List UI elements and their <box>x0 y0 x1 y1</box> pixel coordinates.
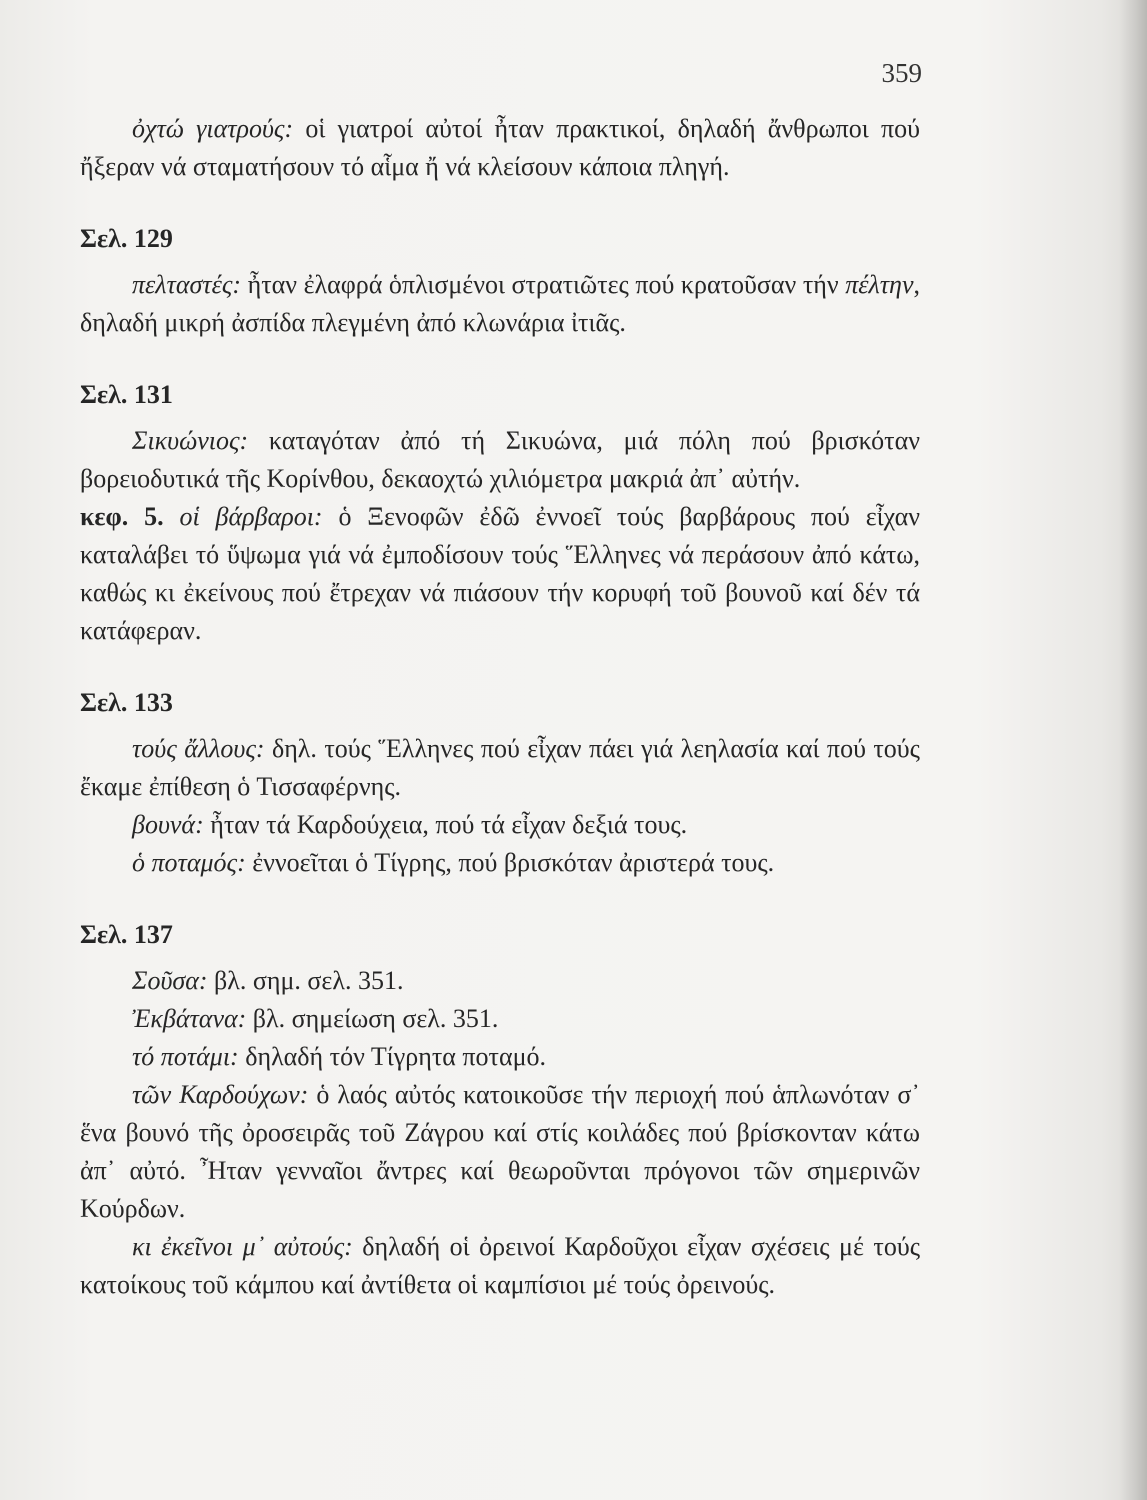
note-term: τό ποτάμι: <box>132 1042 239 1071</box>
note-term: οἱ βάρβαροι: <box>163 502 323 531</box>
page-number: 359 <box>881 58 922 88</box>
page-edge-shadow <box>1119 0 1147 1500</box>
note-entry <box>80 730 920 806</box>
note-entry <box>80 962 920 1000</box>
note-entry <box>80 266 920 342</box>
section-heading: Σελ. 133 <box>80 688 173 717</box>
note-text: ὁ λαός αὐτός κατοικοῦσε τήν περιοχή πού ἁπλωνόταν σ᾽ ἕνα βουνό τῆς ὀροσειρᾶς τοῦ Ζάγρου καί στίς κοιλάδες πού βρίσκονταν κάτω ἀπ᾽ αὐτό. Ἦταν γενναῖοι ἄντρες καί θεωροῦνται πρόγονοι τῶν σημερινῶν Κούρδων. <box>80 1080 921 1223</box>
note-entry <box>80 110 920 186</box>
note-text: βλ. σημ. σελ. 351. <box>207 966 404 995</box>
note-term-inline: πέλτην <box>845 270 914 299</box>
note-text: δηλ. τούς Ἕλληνες πού εἶχαν πάει γιά λεηλασία καί πού τούς ἔκαμε ἐπίθεση ὁ Τισσαφέρνης. <box>80 734 920 801</box>
note-entry <box>80 1038 920 1076</box>
section-heading: Σελ. 137 <box>80 920 173 949</box>
note-text: ἐννοεῖται ὁ Τίγρης, πού βρισκόταν ἀριστερά τους. <box>245 848 775 877</box>
section-heading: Σελ. 129 <box>80 224 173 253</box>
note-entry <box>80 1228 920 1304</box>
chapter-note <box>80 498 920 650</box>
note-term: ὁ ποταμός: <box>132 848 246 877</box>
note-term: Σικυώνιος: <box>132 426 249 455</box>
notes-body <box>80 110 920 1304</box>
note-entry <box>80 844 920 882</box>
section-heading: Σελ. 131 <box>80 380 173 409</box>
note-term: Ἐκβάτανα: <box>132 1004 247 1033</box>
note-term: Σοῦσα: <box>132 966 208 995</box>
note-text: , δηλαδή μικρή ἀσπίδα πλεγμένη ἀπό κλωνάρια ἰτιᾶς. <box>80 270 920 337</box>
note-text: βλ. σημείωση σελ. 351. <box>246 1004 499 1033</box>
note-term: πελταστές: <box>132 270 242 299</box>
note-text: ἦταν ἐλαφρά ὁπλισμένοι στρατιῶτες πού κρατοῦσαν τήν <box>241 270 846 299</box>
note-term: ὀχτώ γιατρούς: <box>132 114 294 143</box>
note-text: καταγόταν ἀπό τή Σικυώνα, μιά πόλη πού βρισκόταν βορειοδυτικά τῆς Κορίνθου, δεκαοχτώ χιλιόμετρα μακριά ἀπ᾽ αὐτήν. <box>80 426 920 493</box>
note-term: τούς ἄλλους: <box>132 734 265 763</box>
note-term: τῶν Καρδούχων: <box>132 1080 309 1109</box>
note-entry <box>80 422 920 498</box>
note-text: δηλαδή τόν Τίγρητα ποταμό. <box>238 1042 547 1071</box>
note-entry <box>80 806 920 844</box>
note-entry <box>80 1076 920 1228</box>
note-text: οἱ γιατροί αὐτοί ἦταν πρακτικοί, δηλαδή ἄνθρωποι πού ἤξεραν νά σταματήσουν τό αἷμα ἤ νά κλείσουν κάποια πληγή. <box>80 114 921 181</box>
note-entry <box>80 1000 920 1038</box>
note-term: κι ἐκεῖνοι μ᾽ αὐτούς: <box>132 1232 353 1261</box>
note-text: ἦταν τά Καρδούχεια, πού τά εἶχαν δεξιά τους. <box>203 810 688 839</box>
note-term: βουνά: <box>132 810 204 839</box>
note-text: δηλαδή οἱ ὀρεινοί Καρδοῦχοι εἶχαν σχέσεις μέ τούς κατοίκους τοῦ κάμπου καί ἀντίθετα οἱ καμπίσιοι μέ τούς ὀρεινούς. <box>80 1232 920 1299</box>
note-text: ὁ Ξενοφῶν ἐδῶ ἐννοεῖ τούς βαρβάρους πού εἶχαν καταλάβει τό ὕψωμα γιά νά ἐμποδίσουν τούς Ἕλληνες νά περάσουν ἀπό κάτω, καθώς κι ἐκείνους πού ἔτρεχαν νά πιάσουν τήν κορυφή τοῦ βουνοῦ καί δέν τά κατάφεραν. <box>80 502 920 645</box>
chapter-label: κεφ. 5. <box>80 502 164 531</box>
